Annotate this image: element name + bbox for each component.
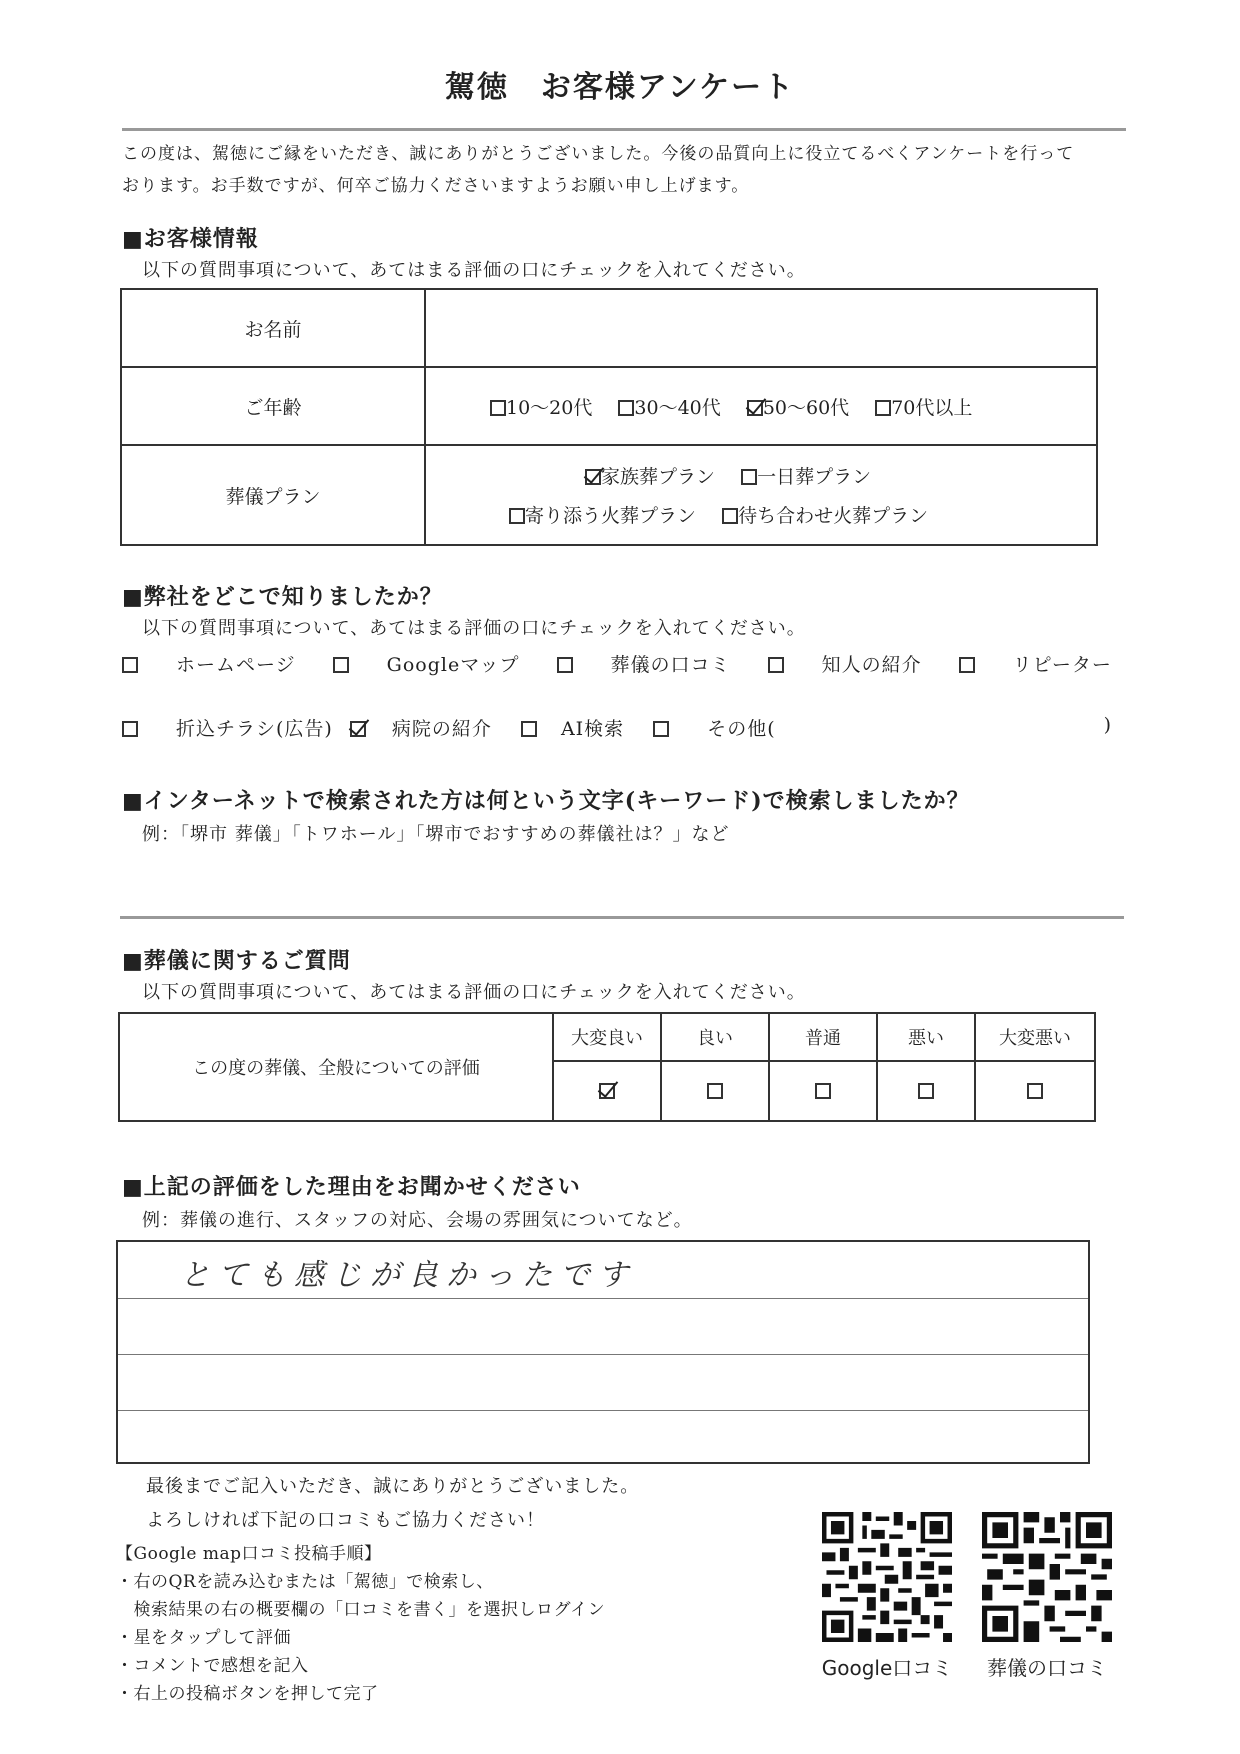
source-option-google-map[interactable]: Googleマップ [333, 650, 520, 677]
checkbox-checked[interactable] [599, 1083, 615, 1099]
reason-heading: ■上記の評価をした理由をお聞かせください [122, 1174, 581, 1200]
name-field[interactable] [425, 289, 1097, 367]
keyword-heading: ■インターネットで検索された方は何という文字(キーワード)で検索しましたか？ [122, 788, 970, 814]
funeral-heading: ■葬儀に関するご質問 [122, 948, 351, 974]
checkbox-checked[interactable] [350, 721, 366, 737]
writing-line [118, 1354, 1088, 1355]
age-option-50-60[interactable]: 50～60代 [747, 393, 849, 420]
closing-line-1: 最後までご記入いただき、誠にありがとうございました。 [146, 1476, 640, 1497]
reason-answer-handwriting: とても感じが良かったです [180, 1258, 636, 1293]
title-divider [122, 128, 1126, 131]
rating-cell-good [661, 1061, 769, 1121]
qr-google-label: Google口コミ [821, 1656, 953, 1680]
age-option-10-20[interactable]: 10～20代 [490, 393, 592, 420]
customer-info-heading: ■お客様情報 [122, 226, 259, 252]
rating-header-very-bad: 大変悪い [975, 1013, 1095, 1061]
review-step: ・コメントで感想を記入 [116, 1656, 309, 1676]
checkbox[interactable] [741, 469, 757, 485]
funeral-instruction: 以下の質問事項について、あてはまる評価の口にチェックを入れてください。 [142, 982, 806, 1003]
plan-options [425, 445, 1097, 545]
qr-review-block [982, 1512, 1112, 1681]
checkbox[interactable] [768, 657, 784, 673]
rating-question: この度の葬儀、全般についての評価 [119, 1013, 553, 1121]
checkbox[interactable] [875, 400, 891, 416]
rating-cell-very-good [553, 1061, 661, 1121]
checkbox[interactable] [1027, 1083, 1043, 1099]
checkbox[interactable] [490, 400, 506, 416]
rating-cell-normal [769, 1061, 877, 1121]
review-step: 検索結果の右の概要欄の「口コミを書く」を選択しログイン [116, 1600, 606, 1620]
rating-header-normal: 普通 [769, 1013, 877, 1061]
checkbox-checked[interactable] [585, 469, 601, 485]
source-option-hospital[interactable]: 病院の紹介 [350, 714, 492, 741]
plan-option-cremation[interactable]: 寄り添う火葬プラン [509, 501, 696, 528]
checkbox[interactable] [618, 400, 634, 416]
customer-info-table [120, 288, 1098, 546]
age-option-30-40[interactable]: 30～40代 [618, 393, 720, 420]
writing-line [118, 1410, 1088, 1411]
source-option-flyer[interactable]: 折込チラシ(広告) [122, 714, 333, 741]
checkbox[interactable] [959, 657, 975, 673]
source-heading: ■弊社をどこで知りましたか？ [122, 584, 443, 610]
rating-cell-bad [877, 1061, 975, 1121]
checkbox[interactable] [722, 508, 738, 524]
intro-line-1: この度は、駕徳にご縁をいただき、誠にありがとうございました。今後の品質向上に役立てるべくアンケートを行って [122, 144, 1075, 164]
customer-info-instruction: 以下の質問事項について、あてはまる評価の口にチェックを入れてください。 [142, 260, 806, 281]
closing-line-2: よろしければ下記の口コミもご協力ください！ [146, 1510, 545, 1531]
checkbox[interactable] [333, 657, 349, 673]
checkbox[interactable] [122, 721, 138, 737]
age-options [425, 367, 1097, 445]
checkbox[interactable] [815, 1083, 831, 1099]
checkbox[interactable] [557, 657, 573, 673]
closing-message [146, 1470, 639, 1538]
review-steps-heading: 【Google map口コミ投稿手順】 [116, 1544, 382, 1564]
qr-code-icon[interactable] [822, 1512, 952, 1642]
rating-header-bad: 悪い [877, 1013, 975, 1061]
other-close-paren: ) [1103, 714, 1112, 736]
source-instruction: 以下の質問事項について、あてはまる評価の口にチェックを入れてください。 [142, 618, 806, 639]
checkbox[interactable] [122, 657, 138, 673]
qr-code-icon[interactable] [982, 1512, 1112, 1642]
name-label: お名前 [121, 289, 425, 367]
rating-header-very-good: 大変良い [553, 1013, 661, 1061]
checkbox-checked[interactable] [747, 400, 763, 416]
review-steps [116, 1540, 605, 1708]
source-option-other[interactable]: その他( [653, 714, 775, 741]
checkbox[interactable] [918, 1083, 934, 1099]
reason-example: 例：葬儀の進行、スタッフの対応、会場の雰囲気についてなど。 [142, 1210, 693, 1231]
writing-line [118, 1298, 1088, 1299]
source-option-review[interactable]: 葬儀の口コミ [557, 650, 731, 677]
qr-review-label: 葬儀の口コミ [987, 1656, 1107, 1680]
source-option-repeater[interactable]: リピーター [959, 650, 1112, 677]
page-title: 駕徳 お客様アンケート [444, 70, 796, 105]
checkbox[interactable] [509, 508, 525, 524]
rating-table [118, 1012, 1096, 1122]
source-option-acquaintance[interactable]: 知人の紹介 [768, 650, 922, 677]
plan-option-meet-cremation[interactable]: 待ち合わせ火葬プラン [722, 501, 928, 528]
qr-google-block [822, 1512, 952, 1681]
keyword-example: 例：「堺市 葬儀」「トワホール」「堺市でおすすめの葬儀社は？」など [142, 824, 730, 845]
review-step: ・星をタップして評価 [116, 1628, 291, 1648]
plan-option-family[interactable]: 家族葬プラン [585, 462, 715, 489]
plan-label: 葬儀プラン [121, 445, 425, 545]
review-step: ・右上の投稿ボタンを押して完了 [116, 1684, 379, 1704]
source-option-ai-search[interactable]: AI検索 [521, 714, 624, 741]
checkbox[interactable] [707, 1083, 723, 1099]
age-option-70-plus[interactable]: 70代以上 [875, 393, 972, 420]
keyword-divider [120, 916, 1124, 919]
source-options-row-1 [122, 650, 1112, 677]
intro-line-2: おります。お手数ですが、何卒ご協力くださいますようお願い申し上げます。 [122, 176, 750, 196]
source-option-homepage[interactable]: ホームページ [122, 650, 296, 677]
review-step: ・右のQRを読み込むまたは「駕徳」で検索し、 [116, 1572, 494, 1592]
checkbox[interactable] [653, 721, 669, 737]
age-label: ご年齢 [121, 367, 425, 445]
plan-option-one-day[interactable]: 一日葬プラン [741, 462, 871, 489]
rating-cell-very-bad [975, 1061, 1095, 1121]
source-options-row-2 [122, 714, 1112, 741]
checkbox[interactable] [521, 721, 537, 737]
rating-header-good: 良い [661, 1013, 769, 1061]
intro-text [122, 138, 1132, 202]
